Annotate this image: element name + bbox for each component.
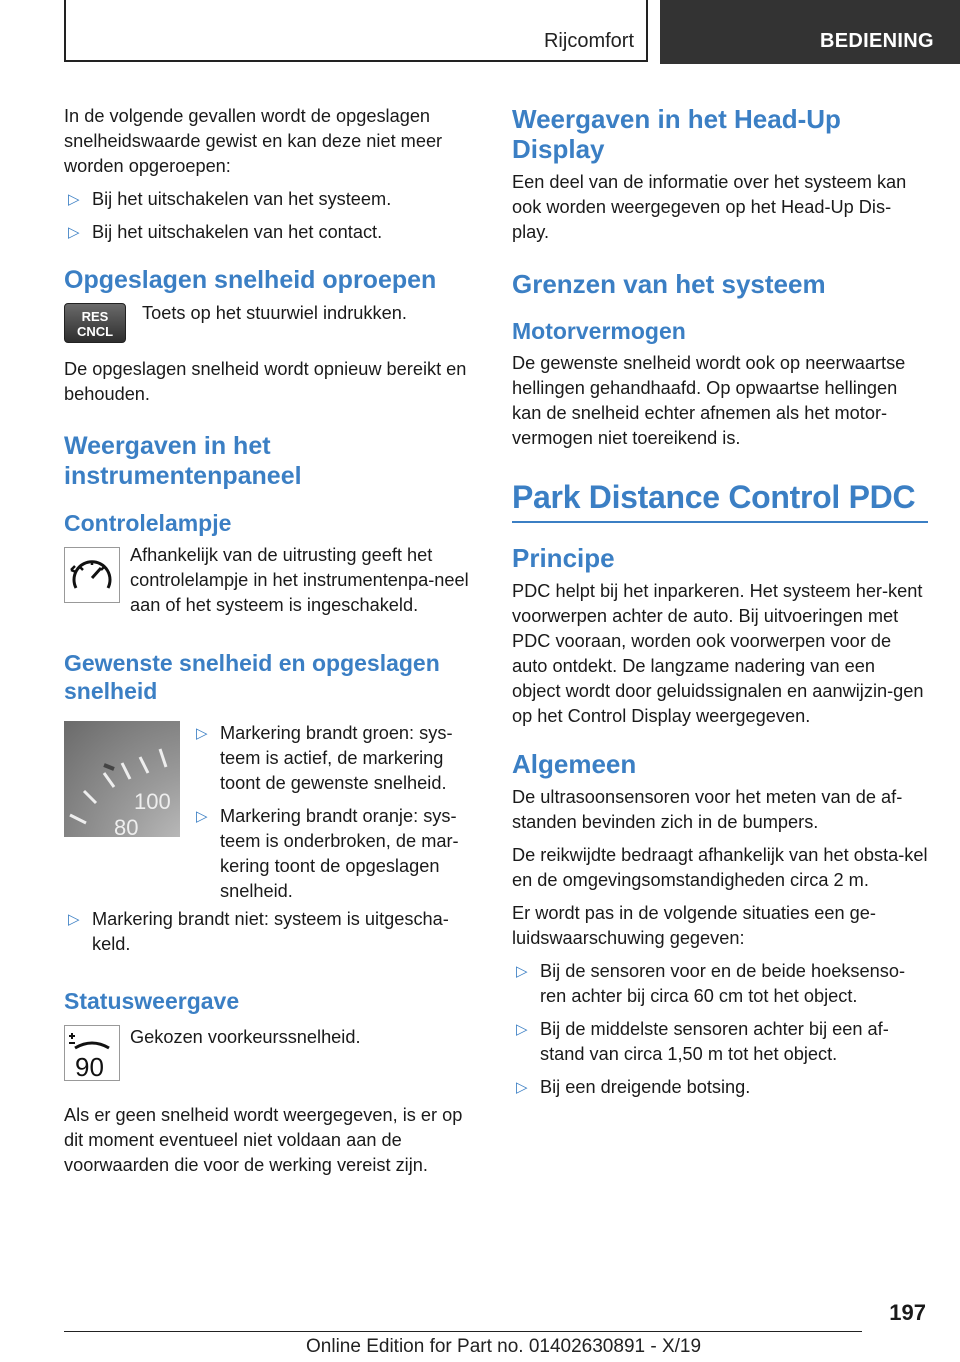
triangle-bullet-icon: ▷: [68, 911, 80, 928]
speed-label-100: 100: [134, 789, 171, 814]
status-value: 90: [75, 1052, 104, 1080]
chapter-title-pdc: Park Distance Control PDC: [512, 479, 916, 515]
desired-full-list: [64, 907, 476, 957]
speed-90-status-icon: [64, 1025, 120, 1081]
triangle-bullet-icon: ▷: [68, 224, 80, 241]
list-item: ▷ Bij een dreigende botsing.: [512, 1075, 928, 1100]
header-chapter-tab: BEDIENING: [660, 0, 960, 64]
general-p1: De ultrasoonsensoren voor het meten van de af-standen bevinden zich in de bumpers.: [512, 787, 903, 832]
page-number: 197: [889, 1300, 926, 1325]
general-p3: Er wordt pas in de volgende situaties een ge-luidswaarschuwing gegeven:: [512, 903, 876, 948]
triangle-bullet-icon: ▷: [516, 1021, 528, 1038]
section-title-display: Weergaven in het instrumentenpaneel: [64, 432, 302, 490]
lamp-row: [64, 543, 476, 627]
intro-list: [64, 187, 476, 245]
recall-row: [64, 301, 476, 349]
general-p2: De reikwijdte bedraagt afhankelijk van het obsta-kel en de omgevingsomstandigheden circa 2 m.: [512, 845, 928, 890]
desired-row: [64, 721, 476, 907]
engine-text: De gewenste snelheid wordt ook op neerwaartse hellingen gehandhaafd. Op opwaartse hellingen kan de snelheid echter afnemen als het motor-vermogen niet toereikend is.: [512, 353, 906, 448]
list-item: ▷ Bij het uitschakelen van het contact.: [64, 220, 476, 245]
subsection-title-status: Statusweergave: [64, 988, 240, 1014]
principle-text: PDC helpt bij het inparkeren. Het systeem her-kent voorwerpen achter de auto. Bij uitvoeringen met PDC vooraan, worden ook voorwerpen voor de auto ontdekt. De langzame nadering van een object wordt door geluidssignalen en aanwijzin-gen op het Control Display weergegeven.: [512, 581, 924, 726]
list-item: ▷ Markering brandt oranje: sys-teem is onderbroken, de mar-kering toont de opgeslagen snelheid.: [196, 806, 459, 901]
intro-paragraph: In de volgende gevallen wordt de opgeslagen snelheidswaarde gewist en kan deze niet meer worden opgeroepen:: [64, 106, 443, 176]
list-item: ▷ Markering brandt niet: systeem is uitgescha-keld.: [68, 909, 449, 954]
left-column: [64, 104, 476, 1186]
lamp-text: Afhankelijk van de uitrusting geeft het controlelampje in het instrumentenpa-neel aan of het systeem is ingeschakeld.: [130, 545, 469, 615]
section-title-limits: Grenzen van het systeem: [512, 269, 826, 299]
triangle-bullet-icon: ▷: [68, 191, 80, 208]
hud-text: Een deel van de informatie over het systeem kan ook worden weergegeven op het Head-Up Dis-play.: [512, 172, 907, 242]
list-item: ▷ Bij de middelste sensoren achter bij een af-stand van circa 1,50 m tot het object.: [516, 1019, 889, 1064]
triangle-bullet-icon: ▷: [516, 963, 528, 980]
triangle-bullet-icon: ▷: [196, 725, 208, 742]
speed-label-80: 80: [114, 815, 139, 837]
section-title-principle: Principe: [512, 543, 615, 573]
res-cncl-button-icon: RES CNCL: [64, 303, 126, 343]
speedometer-marking-image: [64, 721, 180, 837]
recall-result: De opgeslagen snelheid wordt opnieuw bereikt en behouden.: [64, 359, 467, 404]
section-title-hud: Weergaven in het Head-Up Display: [512, 104, 841, 164]
footer-rule: [64, 1331, 862, 1332]
list-item: ▷ Markering brandt groen: sys-teem is actief, de markering toont de gewenste snelheid.: [196, 723, 453, 793]
subsection-title-lamp: Controlelampje: [64, 510, 232, 536]
list-item: ▷ Bij het uitschakelen van het systeem.: [64, 187, 476, 212]
subsection-title-desired: Gewenste snelheid en opgeslagen snelheid: [64, 650, 440, 704]
right-column: [512, 104, 928, 1108]
list-item: ▷ Bij de sensoren voor en de beide hoeksenso-ren achter bij circa 60 cm tot het object.: [516, 961, 906, 1006]
triangle-bullet-icon: ▷: [516, 1079, 528, 1096]
section-title-general: Algemeen: [512, 749, 637, 779]
footer-edition: Online Edition for Part no. 01402630891 - X/19: [306, 1336, 702, 1357]
header-section: Rijcomfort: [543, 30, 634, 52]
triangle-bullet-icon: ▷: [196, 808, 208, 825]
subsection-title-engine: Motorvermogen: [512, 318, 686, 344]
status-note: Als er geen snelheid wordt weergegeven, is er op dit moment eventueel niet voldaan aan de voorwaarden die voor de werking vereist zijn.: [64, 1105, 463, 1175]
desired-list: [192, 721, 476, 904]
recall-action: Toets op het stuurwiel indrukken.: [142, 303, 407, 323]
chapter-rule: [512, 521, 928, 523]
status-row: [64, 1025, 476, 1085]
cruise-control-lamp-icon: [64, 547, 120, 603]
status-text: Gekozen voorkeurssnelheid.: [130, 1027, 361, 1047]
general-list: [512, 959, 928, 1100]
section-title-recall: Opgeslagen snelheid oproepen: [64, 266, 437, 294]
